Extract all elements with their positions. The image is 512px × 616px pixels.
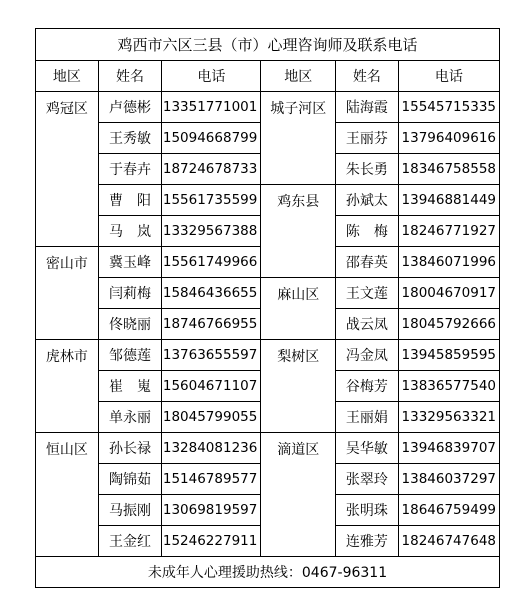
name-cell-right: 王丽娟 — [336, 402, 399, 433]
phone-cell-left: 15561749966 — [162, 247, 261, 278]
phone-cell-right: 18346758558 — [398, 154, 499, 185]
area-cell-right: 鸡东县 — [261, 185, 336, 278]
name-cell-left: 崔 嵬 — [98, 371, 162, 402]
name-cell-right: 王文莲 — [336, 278, 399, 309]
name-cell-left: 闫莉梅 — [98, 278, 162, 309]
name-cell-right: 王丽芬 — [336, 123, 399, 154]
phone-cell-right: 18246747648 — [398, 526, 499, 557]
table-row — [36, 92, 500, 123]
area-cell-left: 恒山区 — [36, 433, 99, 557]
name-cell-right: 连雅芳 — [336, 526, 399, 557]
table-title: 鸡西市六区三县（市）心理咨询师及联系电话 — [36, 29, 500, 61]
name-cell-right: 朱长勇 — [336, 154, 399, 185]
phone-cell-right: 13945859595 — [398, 340, 499, 371]
phone-cell-left: 18724678733 — [162, 154, 261, 185]
phone-cell-left: 18045799055 — [162, 402, 261, 433]
phone-cell-right: 13796409616 — [398, 123, 499, 154]
name-cell-right: 陈 梅 — [336, 216, 399, 247]
phone-cell-left: 15604671107 — [162, 371, 261, 402]
header-name-right: 姓名 — [336, 61, 399, 92]
header-row — [36, 61, 500, 92]
table-body — [36, 92, 500, 557]
phone-cell-right: 13846071996 — [398, 247, 499, 278]
phone-cell-right: 18004670917 — [398, 278, 499, 309]
phone-cell-left: 13329567388 — [162, 216, 261, 247]
area-cell-right: 梨树区 — [261, 340, 336, 433]
phone-cell-left: 13284081236 — [162, 433, 261, 464]
area-cell-left: 密山市 — [36, 247, 99, 340]
name-cell-right: 张翠玲 — [336, 464, 399, 495]
header-area-left: 地区 — [36, 61, 99, 92]
name-cell-left: 邹德莲 — [98, 340, 162, 371]
name-cell-left: 王秀敏 — [98, 123, 162, 154]
counselor-directory-table — [35, 28, 500, 588]
name-cell-left: 马振刚 — [98, 495, 162, 526]
phone-cell-right: 13846037297 — [398, 464, 499, 495]
name-cell-right: 战云凤 — [336, 309, 399, 340]
name-cell-left: 卢德彬 — [98, 92, 162, 123]
name-cell-left: 马 岚 — [98, 216, 162, 247]
name-cell-right: 谷梅芳 — [336, 371, 399, 402]
name-cell-left: 孙长禄 — [98, 433, 162, 464]
table-row — [36, 340, 500, 371]
phone-cell-left: 15146789577 — [162, 464, 261, 495]
phone-cell-left: 13069819597 — [162, 495, 261, 526]
phone-cell-left: 15846436655 — [162, 278, 261, 309]
name-cell-left: 于春卉 — [98, 154, 162, 185]
phone-cell-right: 18646759499 — [398, 495, 499, 526]
phone-cell-right: 18246771927 — [398, 216, 499, 247]
name-cell-right: 吴华敏 — [336, 433, 399, 464]
name-cell-left: 曹 阳 — [98, 185, 162, 216]
phone-cell-right: 13836577540 — [398, 371, 499, 402]
name-cell-left: 单永丽 — [98, 402, 162, 433]
area-cell-right: 城子河区 — [261, 92, 336, 185]
header-phone-right: 电话 — [398, 61, 499, 92]
hotline-footer: 未成年人心理援助热线：0467-96311 — [36, 557, 500, 588]
table-row — [36, 185, 500, 216]
table-row — [36, 433, 500, 464]
area-cell-left: 虎林市 — [36, 340, 99, 433]
name-cell-left: 佟晓丽 — [98, 309, 162, 340]
header-area-right: 地区 — [261, 61, 336, 92]
title-row — [36, 29, 500, 61]
phone-cell-left: 15561735599 — [162, 185, 261, 216]
phone-cell-left: 15094668799 — [162, 123, 261, 154]
name-cell-left: 王金红 — [98, 526, 162, 557]
phone-cell-right: 13946881449 — [398, 185, 499, 216]
phone-cell-right: 13946839707 — [398, 433, 499, 464]
name-cell-left: 冀玉峰 — [98, 247, 162, 278]
area-cell-right: 麻山区 — [261, 278, 336, 340]
phone-cell-right: 13329563321 — [398, 402, 499, 433]
phone-cell-left: 18746766955 — [162, 309, 261, 340]
area-cell-left: 鸡冠区 — [36, 92, 99, 247]
phone-cell-left: 15246227911 — [162, 526, 261, 557]
phone-cell-right: 15545715335 — [398, 92, 499, 123]
name-cell-right: 陆海霞 — [336, 92, 399, 123]
name-cell-right: 冯金凤 — [336, 340, 399, 371]
header-name-left: 姓名 — [98, 61, 162, 92]
phone-cell-right: 18045792666 — [398, 309, 499, 340]
area-cell-right: 滴道区 — [261, 433, 336, 557]
table-row — [36, 278, 500, 309]
name-cell-right: 孙斌太 — [336, 185, 399, 216]
name-cell-left: 陶锦茹 — [98, 464, 162, 495]
header-phone-left: 电话 — [162, 61, 261, 92]
name-cell-right: 邵春英 — [336, 247, 399, 278]
footer-row — [36, 557, 500, 588]
phone-cell-left: 13763655597 — [162, 340, 261, 371]
phone-cell-left: 13351771001 — [162, 92, 261, 123]
name-cell-right: 张明珠 — [336, 495, 399, 526]
